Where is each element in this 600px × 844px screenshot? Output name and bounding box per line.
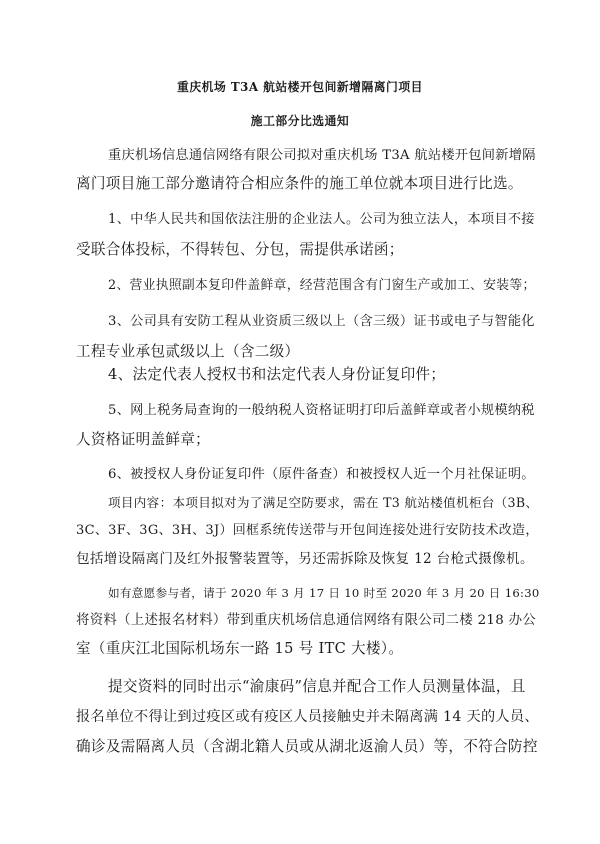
document-title-line-1: 重庆机场 T3A 航站楼开包间新增隔离门项目 <box>177 80 423 94</box>
body-line: 包括增设隔离门及红外报警装置等，另还需拆除及恢复 12 台枪式摄像机。 <box>76 551 534 567</box>
body-line: 如有意愿参与者，请于 2020 年 3 月 17 日 10 时至 2020 年 3 月 20 日 16:30 <box>108 586 540 600</box>
body-line: 3、公司具有安防工程从业资质三级以上（含三级）证书或电子与智能化 <box>108 314 535 329</box>
body-line: 受联合体投标，不得转包、分包，需提供承诺函； <box>76 241 404 258</box>
body-line: 室（重庆江北国际机场东一路 15 号 ITC 大楼）。 <box>76 640 404 657</box>
body-line: 将资料（上述报名材料）带到重庆机场信息通信网络有限公司二楼 218 办公 <box>76 613 536 628</box>
body-line: 项目内容：本项目拟对为了满足空防要求，需在 T3 航站楼值机柜台（3B、 <box>108 495 539 510</box>
body-line: 6、被授权人身份证复印件（原件备查）和被授权人近一个月社保证明。 <box>108 467 535 482</box>
body-line: 1、中华人民共和国依法注册的企业法人。公司为独立法人，本项目不接 <box>108 212 535 227</box>
body-line: 4、法定代表人授权书和法定代表人身份证复印件； <box>108 366 446 383</box>
body-line: 工程专业承包贰级以上（含二级） <box>76 343 300 360</box>
body-line: 3C、3F、3G、3H、3J）回框系统传送带与开包间连接处进行安防技术改造， <box>76 523 539 538</box>
body-line: 2、营业执照副本复印件盖鲜章，经营范围含有门窗生产或加工、安装等； <box>108 278 536 293</box>
body-line: 重庆机场信息通信网络有限公司拟对重庆机场 T3A 航站楼开包间新增隔 <box>108 148 536 163</box>
body-line: 人资格证明盖鲜章； <box>76 431 211 448</box>
body-line: 报名单位不得让到过疫区或有疫区人员接触史并未隔离满 14 天的人员、 <box>76 709 539 725</box>
document-title-line-2: 施工部分比选通知 <box>250 114 350 128</box>
body-line: 提交资料的同时出示“渝康码”信息并配合工作人员测量体温，且 <box>108 678 526 695</box>
body-line: 确诊及需隔离人员（含湖北籍人员或从湖北返渝人员）等，不符合防控 <box>76 738 538 755</box>
body-line: 离门项目施工部分邀请符合相应条件的施工单位就本项目进行比选。 <box>76 175 523 192</box>
body-line: 5、网上税务局查询的一般纳税人资格证明打印后盖鲜章或者小规模纳税 <box>108 403 535 418</box>
